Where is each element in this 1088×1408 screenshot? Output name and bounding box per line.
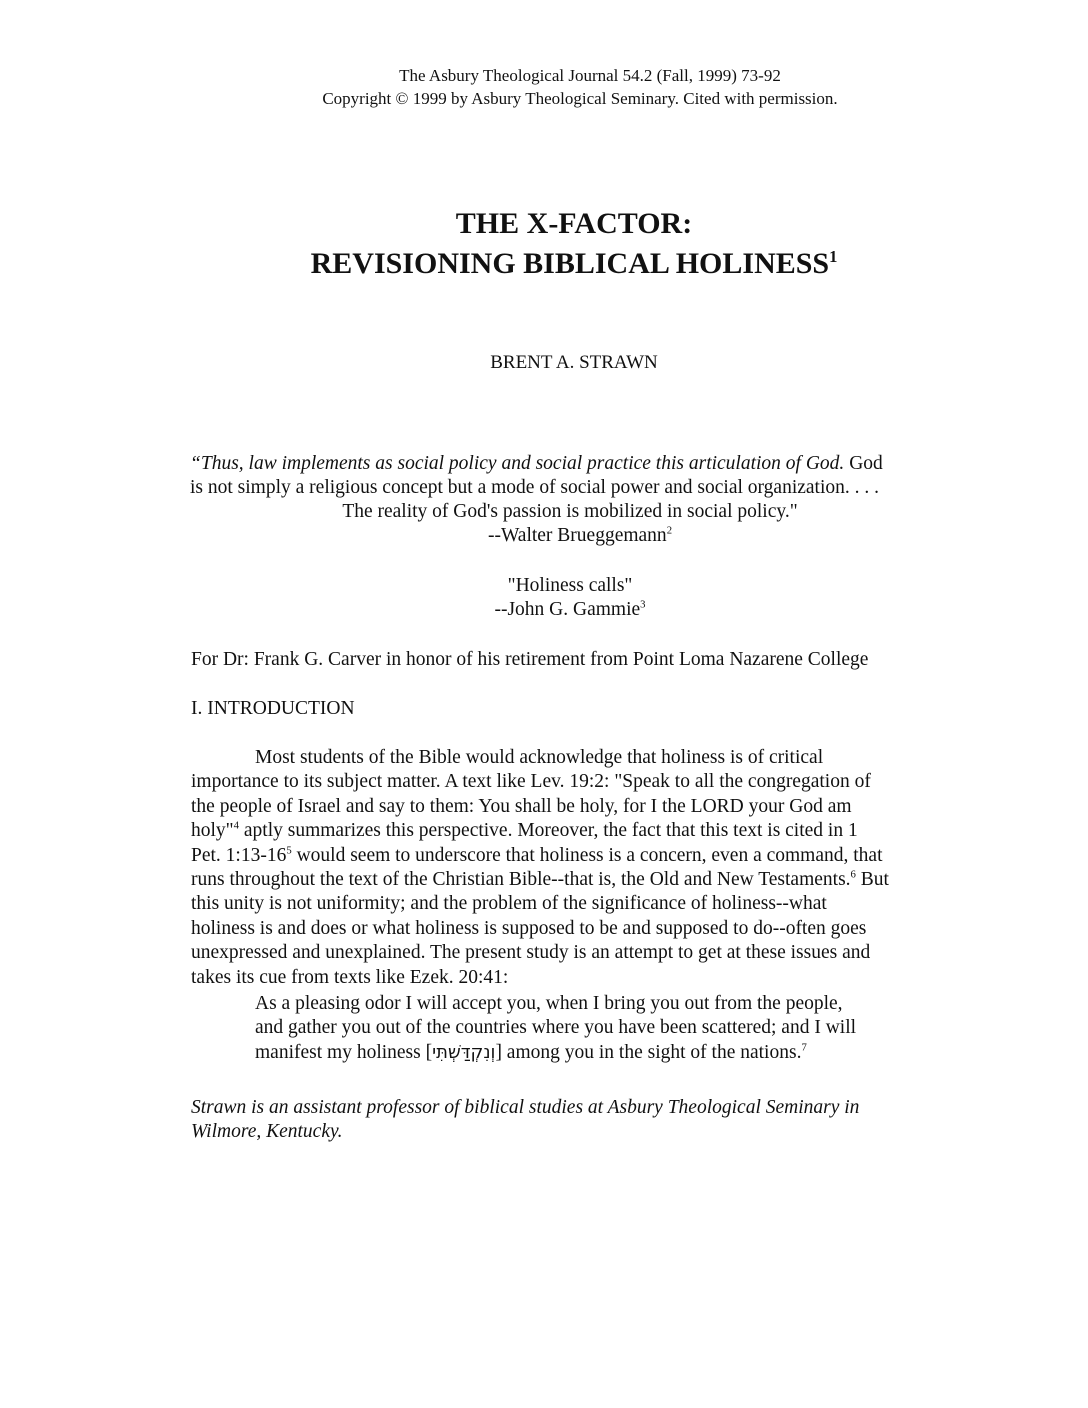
epigraph-line-1	[190, 452, 950, 476]
paragraph-line-text: But	[855, 869, 889, 891]
paragraph-line	[191, 844, 966, 868]
blockquote-line	[255, 1041, 955, 1065]
footnote-ref-1[interactable]: 1	[829, 247, 838, 266]
footnote-ref-2[interactable]: 2	[666, 524, 673, 537]
epigraph-line-3: The reality of God's passion is mobilized in social policy."	[342, 501, 798, 522]
title-line-2-text: REVISIONING BIBLICAL HOLINESS	[310, 247, 830, 280]
epigraph-italic: “Thus, law implements as social policy and social practice this articulation of God.	[190, 453, 845, 474]
epigraph2-quote: "Holiness calls"	[507, 575, 633, 596]
paragraph-line-text: Pet. 1:13-16	[191, 844, 287, 866]
footnote-ref-5[interactable]: 5	[286, 844, 292, 857]
journal-citation: The Asbury Theological Journal 54.2 (Fall, 1999) 73-92	[399, 66, 781, 85]
blockquote-line: As a pleasing odor I will accept you, when I bring you out from the people,	[255, 993, 843, 1014]
epigraph2-attribution	[190, 598, 950, 622]
dedication: For Dr: Frank G. Carver in honor of his retirement from Point Loma Nazarene College	[191, 649, 869, 670]
author-name: BRENT A. STRAWN	[490, 352, 658, 373]
epigraph-gammie	[190, 574, 950, 622]
title-line-1: THE X-FACTOR:	[455, 207, 693, 240]
blockquote-line-text: manifest my holiness [	[255, 1041, 433, 1063]
ezekiel-blockquote	[255, 992, 955, 1065]
footnote-ref-4[interactable]: 4	[233, 819, 239, 832]
blockquote-line-text: ] among you in the sight of the nations.	[495, 1041, 802, 1063]
paragraph-line	[191, 868, 966, 892]
footnote-ref-7[interactable]: 7	[801, 1041, 807, 1054]
paragraph-line-text: would seem to underscore that holiness is a concern, even a command, that	[291, 844, 883, 866]
paragraph-line	[191, 819, 966, 843]
paragraph-line: takes its cue from texts like Ezek. 20:41:	[191, 966, 509, 988]
paragraph-line: this unity is not uniformity; and the problem of the significance of holiness--what	[191, 893, 827, 915]
author-bio	[191, 1096, 971, 1145]
attribution-text: --Walter Brueggemann	[487, 525, 667, 546]
attribution-text: --John G. Gammie	[494, 599, 641, 620]
paragraph-line-text: aptly summarizes this perspective. Moreover, the fact that this text is cited in 1	[239, 820, 858, 842]
footnote-ref-6[interactable]: 6	[850, 868, 856, 881]
blockquote-line: and gather you out of the countries where you have been scattered; and I will	[255, 1017, 857, 1039]
epigraph-brueggemann	[190, 452, 950, 548]
epigraph-attribution	[190, 524, 950, 548]
paragraph-line	[191, 746, 966, 770]
copyright-notice: Copyright © 1999 by Asbury Theological Seminary. Cited with permission.	[322, 89, 838, 108]
paragraph-line: importance to its subject matter. A text like Lev. 19:2: "Speak to all the congregation of	[191, 771, 871, 793]
paragraph-line: unexpressed and unexplained. The present study is an attempt to get at these issues and	[191, 942, 871, 964]
bio-line-2: Wilmore, Kentucky.	[191, 1121, 343, 1143]
paragraph-line: holiness is and does or what holiness is supposed to be and supposed to do--often goes	[191, 917, 867, 939]
epigraph-line-1-rest: God	[844, 453, 883, 474]
footnote-ref-3[interactable]: 3	[640, 598, 646, 611]
article-title	[0, 204, 1088, 284]
paragraph-line-text: Most students of the Bible would acknowledge that holiness is of critical	[255, 747, 824, 768]
paragraph-line-text: holy"	[191, 820, 234, 842]
paragraph-line-text: runs throughout the text of the Christian Bible--that is, the Old and New Testaments.	[191, 869, 851, 891]
section-heading: I. INTRODUCTION	[191, 698, 355, 719]
epigraph-line-2: is not simply a religious concept but a mode of social power and social organization. . . .	[190, 477, 880, 498]
journal-header	[0, 64, 1088, 110]
intro-paragraph	[191, 746, 966, 990]
paragraph-line: the people of Israel and say to them: You shall be holy, for I the LORD your God am	[191, 795, 852, 817]
bio-line-1: Strawn is an assistant professor of biblical studies at Asbury Theological Seminary in	[191, 1097, 860, 1118]
title-line-2	[0, 244, 1088, 284]
hebrew-word: וְנִקְדַּשְׁתִּי	[432, 1041, 496, 1063]
